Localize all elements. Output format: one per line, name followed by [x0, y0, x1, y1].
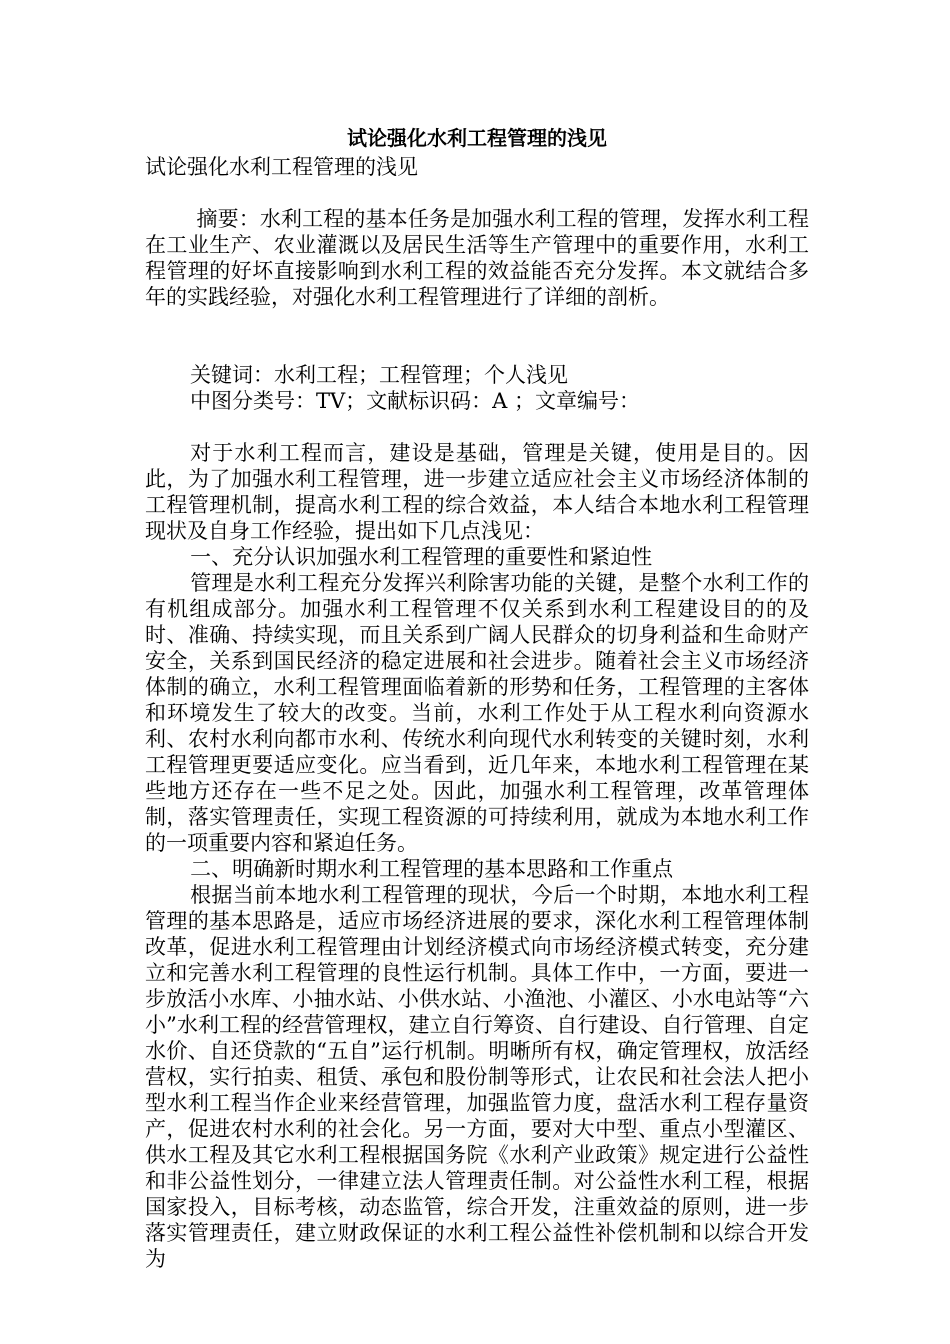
section-heading-1: 一、充分认识加强水利工程管理的重要性和紧迫性 — [190, 545, 653, 569]
body-paragraph: 对于水利工程而言，建设是基础，管理是关键，使用是目的。因此，为了加强水利工程管理，进一步建立适应社会主义市场经济体制的工程管理机制，提高水利工程的综合效益，本人结合本地水利工程管理现状及自身工作经验，提出如下几点浅见： — [145, 441, 809, 543]
section-heading-2: 二、明确新时期水利工程管理的基本思路和工作重点 — [190, 857, 674, 881]
document-subtitle: 试论强化水利工程管理的浅见 — [145, 155, 418, 179]
body-text — [145, 440, 809, 1272]
body-paragraph: 根据当前本地水利工程管理的现状，今后一个时期，本地水利工程管理的基本思路是，适应市场经济进展的要求，深化水利工程管理体制改革，促进水利工程管理由计划经济模式向市场经济模式转变，充分建立和完善水利工程管理的良性运行机制。具体工作中，一方面，要进一步放活小水库、小抽水站、小供水站、小渔池、小灌区、小水电站等“六小”水利工程的经营管理权，建立自行筹资、自行建设、自行管理、自定水价、自还贷款的“五自”运行机制。明晰所有权，确定管理权，放活经营权，实行拍卖、租赁、承包和股份制等形式，让农民和社会法人把小型水利工程当作企业来经营管理，加强监管力度，盘活水利工程存量资产，促进农村水利的社会化。另一方面，要对大中型、重点小型灌区、供水工程及其它水利工程根据国务院《水利产业政策》规定进行公益性和非公益性划分，一律建立法人管理责任制。对公益性水利工程，根据国家投入，目标考核，动态监管，综合开发，注重效益的原则，进一步落实管理责任，建立财政保证的水利工程公益性补偿机制和以综合开发为 — [145, 883, 809, 1271]
keyword-block — [145, 362, 809, 414]
document-title: 试论强化水利工程管理的浅见 — [347, 126, 607, 150]
keywords-line: 关键词：水利工程；工程管理；个人浅见 — [190, 363, 568, 387]
document-page — [145, 122, 809, 1272]
abstract-paragraph: 摘要：水利工程的基本任务是加强水利工程的管理，发挥水利工程在工业生产、农业灌溉以及居民生活等生产管理中的重要作用，水利工程管理的好坏直接影响到水利工程的效益能否充分发挥。本文就结合多年的实践经验，对强化水利工程管理进行了详细的剖析。 — [145, 207, 809, 309]
classification-line: 中图分类号：TV；文献标识码：A ；文章编号： — [190, 389, 641, 413]
body-paragraph: 管理是水利工程充分发挥兴利除害功能的关键，是整个水利工作的有机组成部分。加强水利工程管理不仅关系到水利工程建设目的的及时、准确、持续实现，而且关系到广阔人民群众的切身利益和生命财产安全，关系到国民经济的稳定进展和社会进步。随着社会主义市场经济体制的确立，水利工程管理面临着新的形势和任务，工程管理的主客体和环境发生了较大的改变。当前，水利工作处于从工程水利向资源水利、农村水利向都市水利、传统水利向现代水利转变的关键时刻，水利工程管理更要适应变化。应当看到，近几年来，本地水利工程管理在某些地方还存在一些不足之处。因此，加强水利工程管理，改革管理体制，落实管理责任，实现工程资源的可持续利用，就成为本地水利工作的一项重要内容和紧迫任务。 — [145, 571, 809, 855]
